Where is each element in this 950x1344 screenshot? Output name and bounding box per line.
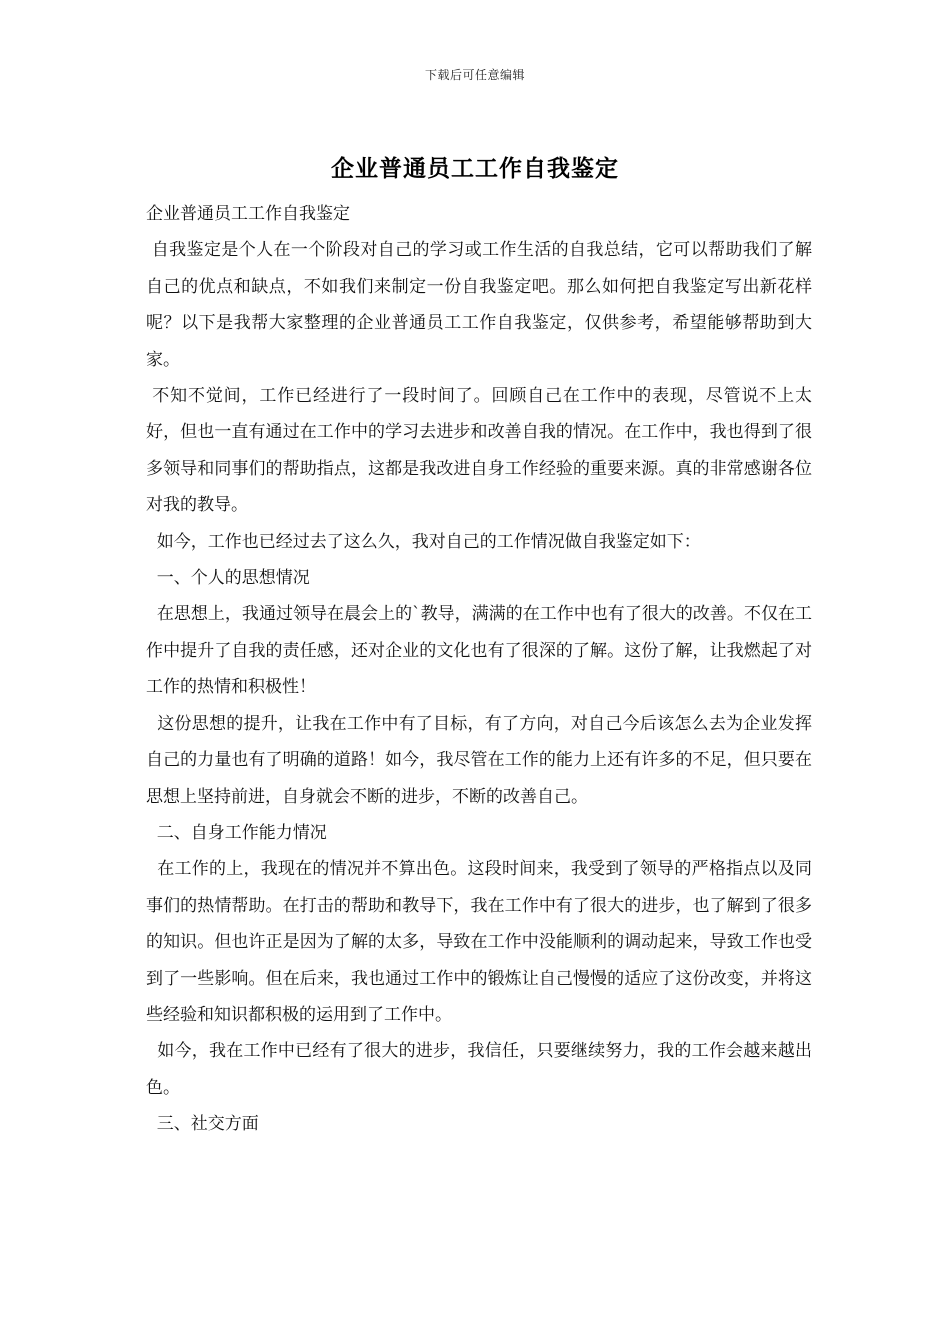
section-heading: 三、社交方面 [146, 1114, 259, 1135]
paragraph: 如今，工作也已经过去了这么久，我对自己的工作情况做自我鉴定如下： [146, 531, 701, 552]
paragraph: 在工作的上，我现在的情况并不算出色。这段时间来，我受到了领导的严格指点以及同事们的热情帮助。在打击的帮助和教导下，我在工作中有了很大的进步，也了解到了很多的知识。但也许正是因为了解的太多，导致在工作中没能顺利的调动起来，导致工作也受到了一些影响。但在后来，我也通过工作中的锻炼让自己慢慢的适应了这份改变，并将这些经验和知识都积极的运用到了工作中。 [146, 859, 812, 1025]
paragraph: 企业普通员工工作自我鉴定 [146, 204, 350, 224]
section-heading: 一、个人的思想情况 [146, 568, 310, 589]
paragraph: 自我鉴定是个人在一个阶段对自己的学习或工作生活的自我总结，它可以帮助我们了解自己的优点和缺点，不如我们来制定一份自我鉴定吧。那么如何把自我鉴定写出新花样呢？以下是我帮大家整理的企业普通员工工作自我鉴定，仅供参考，希望能够帮助到大家。 [146, 240, 812, 370]
paragraph: 在思想上，我通过领导在晨会上的`教导，满满的在工作中也有了很大的改善。不仅在工作中提升了自我的责任感，还对企业的文化也有了很深的了解。这份了解，让我燃起了对工作的热情和积极性！ [146, 604, 812, 698]
document-title: 企业普通员工工作自我鉴定 [331, 155, 619, 182]
paragraph: 如今，我在工作中已经有了很大的进步，我信任，只要继续努力，我的工作会越来越出色。 [146, 1041, 812, 1098]
section-heading: 二、自身工作能力情况 [146, 822, 327, 843]
paragraph: 这份思想的提升，让我在工作中有了目标，有了方向，对自己今后该怎么去为企业发挥自己的力量也有了明确的道路！如今，我尽管在工作的能力上还有许多的不足，但只要在思想上坚持前进，自身就会不断的进步，不断的改善自己。 [146, 713, 812, 807]
document-body [146, 196, 812, 1143]
header-note: 下载后可任意编辑 [424, 68, 525, 82]
paragraph: 不知不觉间，工作已经进行了一段时间了。回顾自己在工作中的表现，尽管说不上太好，但也一直有通过在工作中的学习去进步和改善自我的情况。在工作中，我也得到了很多领导和同事们的帮助指点，这都是我改进自身工作经验的重要来源。真的非常感谢各位对我的教导。 [146, 386, 812, 516]
